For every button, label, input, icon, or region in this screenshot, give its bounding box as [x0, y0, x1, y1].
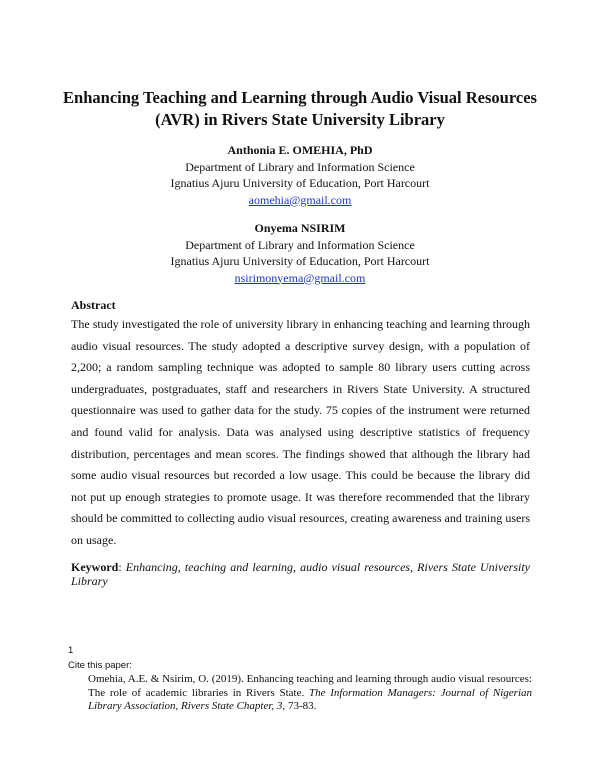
- author-block-2: [100, 220, 500, 286]
- author-name: Anthonia E. OMEHIA, PhD: [227, 143, 373, 157]
- citation-journal: The Information Managers: Journal of Nigerian Library Association, Rivers State Chapter, 3,: [88, 686, 532, 712]
- paper-title: [60, 87, 540, 131]
- title-line-1: Enhancing Teaching and Learning through Audio Visual Resources: [63, 88, 537, 107]
- abstract-text: The study investigated the role of university library in enhancing teaching and learning through audio visual resources. The study adopted a descriptive survey design, with a population of 2,200; a random sampling technique was adopted to sample 80 library users cutting across undergraduates, postgraduates, staff and researchers in Rivers State University. A structured questionnaire was used to gather data for the study. 75 copies of the instrument were returned and found valid for analysis. Data was analysed using descriptive statistics of frequency distribution, percentages and mean scores. The findings showed that although the library had some audio visual resources but recorded a low usage. This could be because the library did not put up enough strategies to promote usage. It was therefore recommended that the library should be committed to collecting audio visual resources, creating awareness and training users on usage.: [71, 317, 530, 547]
- keyword-separator: :: [118, 560, 126, 574]
- author-institution: Ignatius Ajuru University of Education, Port Harcourt: [170, 176, 430, 190]
- title-line-2: (AVR) in Rivers State University Library: [155, 110, 445, 129]
- citation-reference: [88, 673, 532, 714]
- cite-label: Cite this paper:: [68, 660, 132, 671]
- citation-pages: 73-83.: [285, 700, 317, 712]
- author-department: Department of Library and Information Science: [185, 159, 415, 174]
- author-name: Onyema NSIRIM: [254, 221, 346, 235]
- author-email-link[interactable]: aomehia@gmail.com: [248, 192, 352, 207]
- author-institution: Ignatius Ajuru University of Education, Port Harcourt: [170, 254, 430, 268]
- author-email-link[interactable]: nsirimonyema@gmail.com: [234, 270, 366, 285]
- author-block-1: [100, 142, 500, 208]
- abstract-heading: Abstract: [71, 298, 116, 312]
- footnote-number: 1: [68, 645, 74, 656]
- keyword-label: Keyword: [71, 560, 119, 574]
- keyword-line: [71, 560, 530, 588]
- citation-plain: Omehia, A.E. & Nsirim, O. (2019). Enhancing teaching and learning through audio visual resources: The role of academic libraries in Rivers State.: [88, 673, 532, 699]
- keyword-text: Enhancing, teaching and learning, audio visual resources, Rivers State University Library: [71, 560, 530, 588]
- author-department: Department of Library and Information Science: [185, 237, 415, 252]
